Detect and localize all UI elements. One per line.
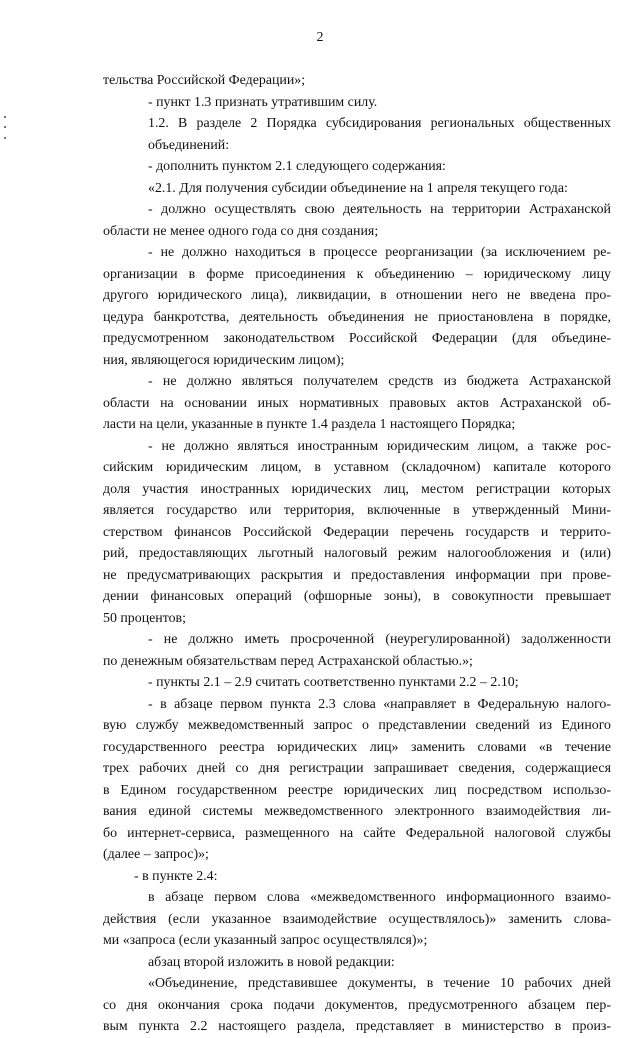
text-line: трех рабочих дней со дня регистрации запрашивает сведения, содержащиеся — [103, 761, 611, 776]
text-line: вую службу межведомственный запрос о представлении сведений из Единого — [103, 718, 611, 733]
text-line: абзац второй изложить в новой редакции: — [148, 954, 395, 970]
text-line: является государство или территория, включенные в утвержденный Мини- — [103, 503, 611, 518]
margin-speck — [4, 116, 6, 118]
text-line: ми «запроса (если указанный запрос осуществлялся)»; — [103, 933, 428, 948]
margin-speck — [4, 126, 6, 128]
text-line: по денежным обязательствам перед Астраханской областью.»; — [103, 653, 473, 669]
text-line: со дня окончания срока подачи документов, предусмотренного абзацем пер- — [103, 997, 611, 1013]
text-line: (далее – запрос)»; — [103, 847, 209, 862]
text-line: - пункт 1.3 признать утратившим силу. — [148, 94, 378, 110]
text-line: - не должно являться иностранным юридическим лицом, а также рос- — [148, 438, 611, 454]
document-body — [103, 70, 611, 1038]
text-line: сийским юридическим лицом, в уставном (складочном) капитале которого — [103, 460, 611, 475]
text-line: - в абзаце первом пункта 2.3 слова «направляет в Федеральную налого- — [148, 696, 611, 712]
text-line: области не менее одного года со дня создания; — [103, 223, 379, 239]
text-line: в Едином государственном реестре юридических лиц посредством использо- — [103, 782, 611, 798]
text-line: «Объединение, представившее документы, в течение 10 рабочих дней — [148, 976, 611, 991]
text-line: - не должно находиться в процессе реорганизации (за исключением ре- — [148, 245, 611, 260]
text-line: не предусматривающих раскрытия и предоставления информации при прове- — [103, 567, 611, 583]
margin-speck — [4, 137, 6, 139]
text-line: объединений: — [148, 137, 230, 153]
text-line: 50 процентов; — [103, 610, 186, 626]
text-line: стерством финансов Российской Федерации перечень государств и террито- — [103, 524, 611, 540]
text-line: тельства Российской Федерации»; — [103, 73, 306, 88]
text-line: цедура банкротства, деятельность объединения не приостановлена в порядке, — [103, 309, 611, 325]
text-line: организации в форме присоединения к объединению – юридическому лицу — [103, 266, 611, 282]
text-line: ласти на цели, указанные в пункте 1.4 раздела 1 настоящего Порядка; — [103, 417, 516, 432]
text-line: области на основании иных нормативных правовых актов Астраханской об- — [103, 395, 611, 411]
text-line: ния, являющегося юридическим лицом); — [103, 352, 345, 368]
text-line: вания единой системы межведомственного электронного взаимодействия ли- — [103, 804, 611, 819]
text-line: действия (если указанное взаимодействие осуществлялось)» заменить слова- — [103, 911, 611, 927]
text-line: в абзаце первом слова «межведомственного информационного взаимо- — [148, 890, 611, 905]
text-line: - дополнить пунктом 2.1 следующего содержания: — [148, 159, 446, 174]
text-line: - не должно иметь просроченной (неурегулированной) задолженности — [148, 632, 611, 647]
text-line: - не должно являться получателем средств из бюджета Астраханской — [148, 374, 611, 389]
text-line: рий, предоставляющих льготный налоговый режим налогообложения и (или) — [103, 546, 611, 561]
text-line: предусмотренном законодательством Российской Федерации (для объедине- — [103, 331, 611, 346]
text-line: - в пункте 2.4: — [134, 868, 218, 884]
page-number: 2 — [316, 30, 324, 45]
text-line: - должно осуществлять свою деятельность на территории Астраханской — [148, 202, 611, 217]
text-line: вым пункта 2.2 настоящего раздела, представляет в министерство в произ- — [103, 1019, 611, 1034]
text-line: государственного реестра юридических лиц» заменить словами «в течение — [103, 739, 611, 755]
text-line: 1.2. В разделе 2 Порядка субсидирования региональных общественных — [148, 116, 611, 131]
text-line: «2.1. Для получения субсидии объединение на 1 апреля текущего года: — [148, 180, 568, 196]
text-line: другого юридического лица), ликвидации, в отношении него не введена про- — [103, 288, 611, 303]
text-line: бо интернет-сервиса, размещенного на сайте Федеральной налоговой службы — [103, 825, 611, 841]
text-line: дении финансовых операций (офшорные зоны), в совокупности превышает — [103, 589, 611, 604]
text-line: доля участия иностранных юридических лиц, местом регистрации которых — [103, 481, 611, 497]
text-line: - пункты 2.1 – 2.9 считать соответственно пунктами 2.2 – 2.10; — [148, 675, 519, 690]
